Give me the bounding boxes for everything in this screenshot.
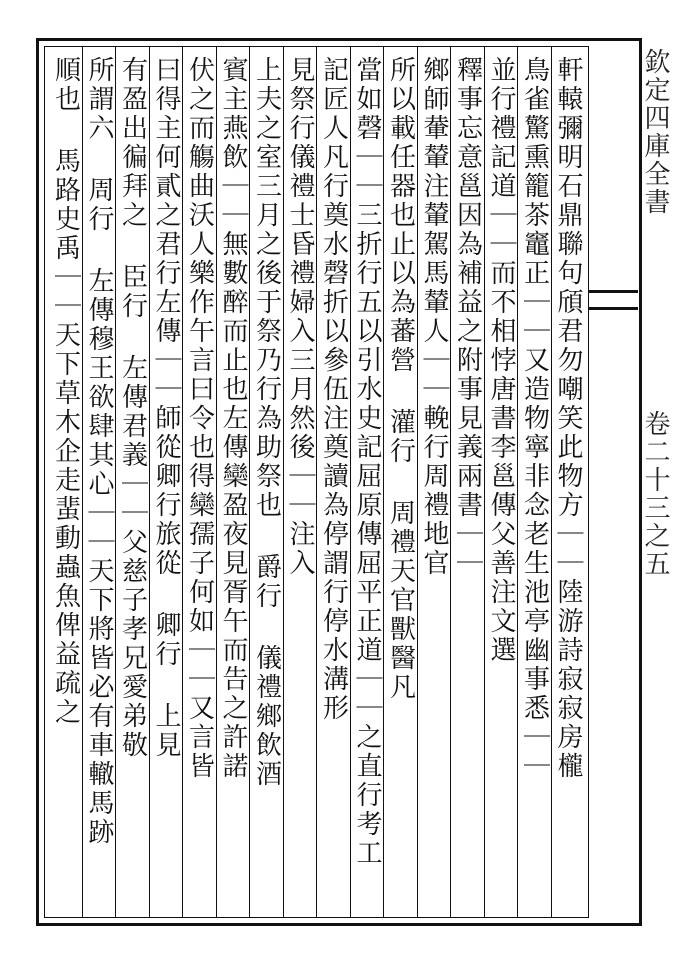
column-rule: [182, 46, 183, 918]
text-column: 伏之而觴曲沃人樂作午言曰令也得欒孺子何如｜｜又言皆: [184, 56, 215, 781]
column-rule: [82, 46, 83, 918]
margin-rule: [588, 46, 589, 918]
column-rule: [216, 46, 217, 918]
text-column: 順也 馬路史禹｜｜天下草木企走蜚動蟲魚俾益疏之: [50, 56, 81, 727]
column-rule: [484, 46, 485, 918]
text-column: 見祭行儀禮士昏禮婦入三月然後｜｜注入: [285, 56, 315, 578]
text-column: 鳥雀驚熏籠茶竈正｜｜又造物寧非念老生池亭幽事悉｜｜: [519, 56, 550, 781]
text-column: 所謂六 周行 左傳穆王欲肆其心｜｜天下將皆必有車轍馬跡: [84, 56, 114, 847]
fishtail-mark: [588, 290, 638, 310]
column-rule: [551, 46, 552, 918]
column-rule: [383, 46, 384, 918]
text-column: 軒轅彌明石鼎聯句頎君勿嘲笑此物方｜｜陸游詩寂寂房櫳: [553, 56, 583, 781]
text-column: 記匠人凡行奠水磬折以參伍注奠讀為停謂行停水溝形: [318, 56, 349, 723]
text-column: 曰得主何貳之君行左傳｜｜師從卿行旅從 卿行 上見: [151, 56, 181, 760]
margin-title: 欽定四庫全書: [640, 48, 670, 216]
margin-volume: 卷二十三之五: [640, 410, 670, 578]
text-column: 有盈出徧拜之 臣行 左傳君義｜｜父慈子孝兄愛弟敬: [117, 56, 148, 760]
column-rule: [350, 46, 351, 918]
text-column: 所以載任器也止以為蕃營 灌行 周禮天官獸醫凡: [385, 56, 416, 702]
column-rule: [450, 46, 451, 918]
text-column: 當如磬｜｜三折行五以引水史記屈原傳屈平正道｜｜之直行考工: [352, 56, 382, 868]
text-column: 並行禮記道｜｜而不相悖唐書李邕傳父善注文選: [486, 56, 516, 665]
column-rule: [249, 46, 250, 918]
column-rule: [149, 46, 150, 918]
column-rule: [517, 46, 518, 918]
column-rule: [283, 46, 284, 918]
column-rule: [417, 46, 418, 918]
text-column: 鄉師輂輦注輦駕馬輦人｜｜輓行周禮地官: [419, 56, 449, 578]
column-rule: [115, 46, 116, 918]
text-column: 賓主燕飲｜｜無數醉而止也左傳欒盈夜見胥午而告之許諾: [218, 56, 248, 781]
text-column: 上夫之室三月之後于祭乃行為助祭也 爵行 儀禮鄉飲酒: [251, 56, 282, 789]
column-rule: [316, 46, 317, 918]
text-column: 釋事忘意邕因為補益之附事見義兩書｜｜: [452, 56, 483, 578]
